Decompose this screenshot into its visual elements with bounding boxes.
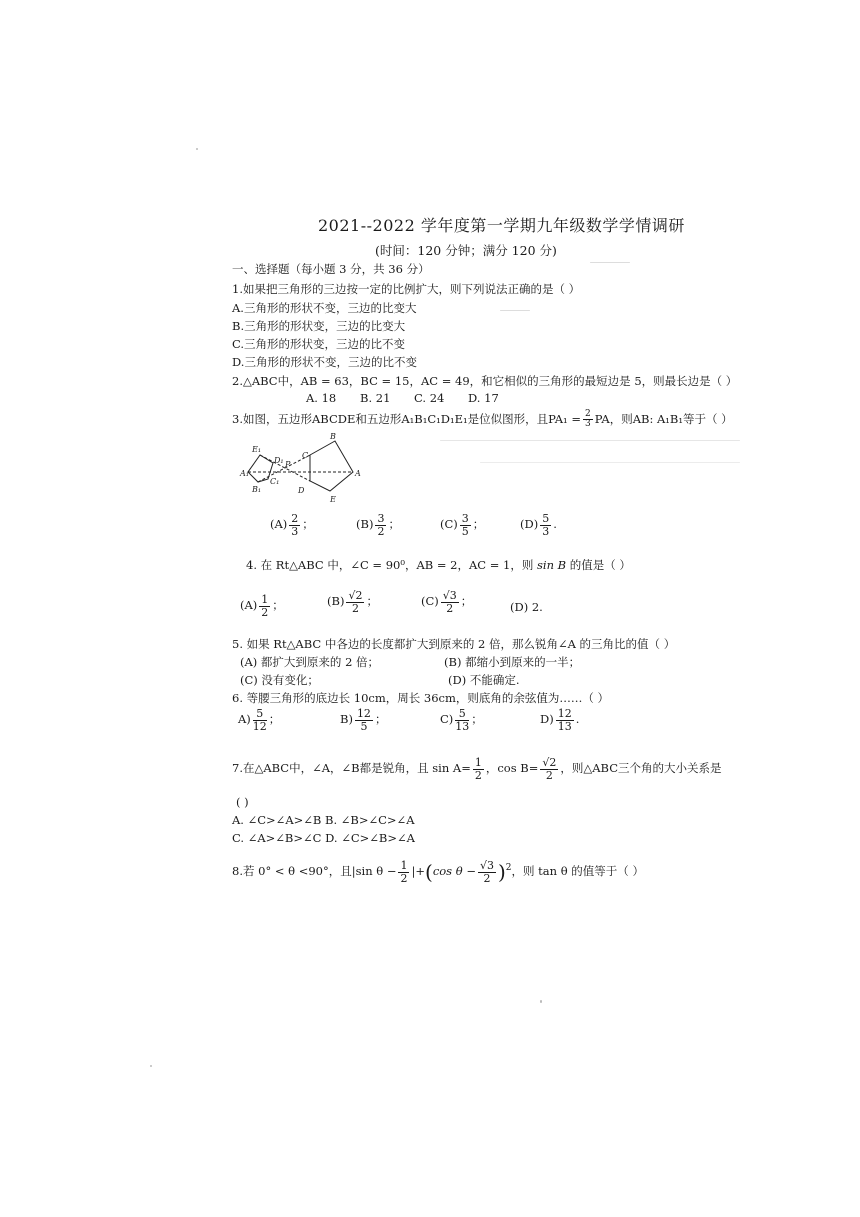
q3-option-a [270,513,314,537]
option-end: ； [472,517,485,532]
fraction-numerator: 12 [356,707,371,720]
fraction-numerator: 3 [461,512,469,525]
scan-speck [480,462,740,463]
fraction-denominator: 3 [291,524,299,538]
label-e1: E₁ [252,445,262,454]
fraction-numerator: 1 [474,756,482,769]
q8-stem-part-3: ，则 tan θ 的值等于（ ） [511,864,644,879]
option-end: . [575,712,580,727]
fraction-denominator: 13 [455,719,470,733]
q3-stem [232,410,733,430]
option-fraction [259,594,270,618]
q7-options-row-1: A. ∠C>∠A>∠B B. ∠B>∠C>∠A [232,813,415,827]
fraction-denominator: 12 [252,719,267,733]
pentagon-figure [230,430,370,510]
option-fraction [540,513,551,537]
fraction-denominator: 2 [545,768,553,782]
option-end: ； [471,712,483,727]
label-e: E [330,495,336,504]
q7-stem-part-2: ，cos B= [485,761,539,776]
option-end: ； [302,517,314,532]
q7-fraction-1 [473,757,484,781]
q4-option-b [327,590,378,614]
q4-stem-part-1: 4. 在 Rt△ABC 中，∠C = 90⁰，AB = 2，AC = 1，则 [246,558,534,572]
q5-option-a: (A) 都扩大到原来的 2 倍； [240,655,380,669]
fraction-denominator: 2 [483,871,491,885]
q1-option-a: A.三角形的形状不变，三边的比变大 [232,301,417,315]
option-fraction [441,590,459,614]
scan-speck [500,310,530,311]
fraction-numerator: 1 [261,593,269,606]
q3-stem-part-1: 3.如图，五边形ABCDE和五边形A₁B₁C₁D₁E₁是位似图形，且PA₁ = [232,411,581,426]
q8-fraction-2 [478,860,496,884]
fraction-denominator: 2 [377,524,385,538]
scan-speck [150,1065,152,1067]
q5-option-b: (B) 都缩小到原来的一半； [444,655,581,669]
q2-number: 2. [232,374,243,388]
fraction-denominator: 13 [557,719,572,733]
option-fraction [375,513,386,537]
option-label: A) [238,712,251,727]
q5-option-d: (D) 不能确定. [448,673,520,687]
q8-exponent: 2 [505,863,512,874]
q5-option-c: (C) 没有变化； [240,673,319,687]
q6-option-d [540,708,579,732]
page-title: 2021--2022 学年度第一学期九年级数学学情调研 [318,216,685,235]
option-label: C) [440,712,454,727]
option-label: (D) [520,517,539,532]
option-fraction [346,590,364,614]
fraction-numerator: 1 [400,859,408,872]
fraction-numerator: √2 [542,756,557,769]
label-d: D [298,486,305,495]
q8-cos-theta: cos θ − [432,864,476,879]
q2-option-d: D. 17 [468,391,499,405]
fraction-denominator: 3 [542,524,550,538]
q2-text: △ABC中，AB = 63，BC = 15，AC = 49，和它相似的三角形的最短边是 5，则最长边是（ ） [242,374,738,388]
fraction-denominator: 2 [400,871,408,885]
q8-stem-part-2: |+ [411,864,425,879]
q1-option-b: B.三角形的形状变，三边的比变大 [232,319,406,333]
label-a1: A₁ [240,469,249,478]
option-fraction [556,708,574,732]
q6-stem: 6. 等腰三角形的底边长 10cm，周长 36cm，则底角的余弦值为……（ ） [232,691,610,705]
option-fraction [460,513,471,537]
q3-fraction [583,410,593,430]
fraction-denominator: 2 [261,605,269,619]
q4-option-d [510,600,543,614]
q6-option-b [340,708,386,732]
q4-option-c [421,590,472,614]
option-fraction [289,513,300,537]
q7-stem-part-1: 7.在△ABC中，∠A，∠B都是锐角，且 sin A= [232,761,471,776]
q6-option-a [238,708,280,732]
label-b: B [330,432,336,441]
fraction-numerator: 3 [377,512,385,525]
q3-option-d [520,513,557,537]
q2-stem [232,373,737,389]
fraction-denominator: 2 [474,768,482,782]
q5-stem: 5. 如果 Rt△ABC 中各边的长度都扩大到原来的 2 倍，那么锐角∠A 的三角比的值（ ） [232,637,676,651]
option-end: ； [272,598,284,613]
q6-option-c [440,708,483,732]
q1-stem: 1.如果把三角形的三边按一定的比例扩大，则下列说法正确的是（ ） [232,282,581,296]
q7-options-row-2: C. ∠A>∠B>∠C D. ∠C>∠B>∠A [232,831,415,845]
fraction-numerator: 2 [291,512,299,525]
option-label: (C) [421,594,439,609]
q8-close-paren: ) [497,860,506,885]
fraction-numerator: 5 [253,708,267,721]
scan-speck [540,1000,542,1003]
fraction-denominator: 3 [584,419,591,430]
q7-answer-paren: ( ) [236,795,249,809]
q2-option-c: C. 24 [414,391,445,405]
option-label: (C) [440,517,458,532]
option-fraction [455,708,469,732]
q8-stem-part-1: 8.若 0° < θ <90°，且|sin θ − [232,864,397,879]
option-end: ； [268,712,281,727]
option-end: ； [388,517,400,532]
q8-open-paren: ( [425,860,433,885]
option-label: D) [540,712,554,727]
fraction-denominator: 2 [351,601,359,615]
label-b1: B₁ [252,485,262,494]
option-text: 2. [531,600,543,614]
scan-speck [590,262,630,263]
option-label: (B) [356,517,374,532]
scan-speck [196,148,198,150]
option-end: ； [374,712,387,727]
q4-option-a [240,594,284,618]
option-label: B) [340,712,353,727]
label-p: P [285,460,291,469]
q2-option-b: B. 21 [360,391,391,405]
q7-stem-part-3: ，则△ABC三个角的大小关系是 [560,761,722,776]
fraction-numerator: √3 [442,589,457,602]
fraction-numerator: 5 [455,708,469,721]
option-end: . [553,517,557,532]
fraction-numerator: √3 [479,859,494,872]
q7-fraction-2 [540,757,558,781]
q4-stem [246,557,631,573]
q4-stem-part-2: 的值是（ ） [569,558,631,572]
fraction-numerator: √2 [348,589,363,602]
label-d1: D₁ [274,456,284,465]
label-a: A [355,469,361,478]
option-label: (D) [510,600,529,614]
q3-stem-part-2: PA，则AB: A₁B₁等于（ ） [594,411,733,426]
q2-option-a: A. 18 [306,391,337,405]
option-fraction [253,708,267,732]
q1-option-d: D.三角形的形状不变，三边的比不变 [232,355,417,369]
section-heading: 一、选择题（每小题 3 分，共 36 分） [232,262,430,276]
scan-speck [440,440,740,441]
fraction-denominator: 5 [360,719,368,733]
label-c1: C₁ [270,477,280,486]
fraction-denominator: 2 [446,601,454,615]
option-fraction [355,708,373,732]
option-label: (A) [240,598,258,613]
option-label: (A) [270,517,288,532]
label-c: C [302,451,309,460]
q8-fraction-1 [398,860,409,884]
fraction-numerator: 5 [542,512,550,525]
q7-stem [232,757,722,781]
page-subtitle: (时间：120 分钟；满分 120 分) [375,243,557,258]
q8-stem [232,860,644,884]
fraction-numerator: 2 [584,409,591,419]
fraction-numerator: 12 [557,707,572,720]
q1-option-c: C.三角形的形状变，三边的比不变 [232,337,406,351]
fraction-denominator: 5 [461,524,469,538]
large-pentagon [310,441,353,491]
q3-option-c [440,513,484,537]
option-end: ； [366,594,378,609]
q4-sin-b: sin B [537,558,567,572]
q3-option-b [356,513,400,537]
option-label: (B) [327,594,345,609]
option-end: ； [460,594,473,609]
